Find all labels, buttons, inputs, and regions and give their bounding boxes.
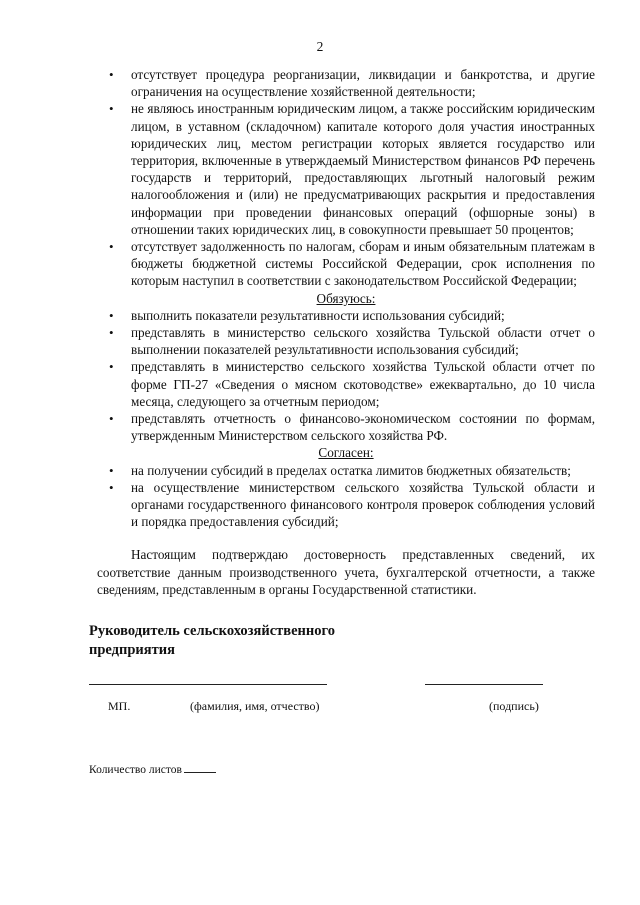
stamp-label: МП. [108, 699, 131, 713]
list-item: • представлять отчетность о финансово-экономическом состоянии по формам, утвержденным Министерством сельского хозяйства РФ. [109, 411, 595, 444]
bullet-icon: • [109, 67, 114, 82]
list-item: • выполнить показатели результативности использования субсидий; [109, 307, 505, 323]
list-item: • представлять в министерство сельского хозяйства Тульской области отчет о выполнении показателей результативности использования субсидий; [109, 325, 595, 358]
sheets-blank-field [184, 762, 216, 773]
obligations-list [97, 307, 595, 445]
confirmation-paragraph: Настоящим подтверждаю достоверность представленных сведений, их соответствие данным производственного учета, бухгалтерской отчетности, а также сведениям, представленным в органы Государственной статистики. [97, 547, 595, 597]
list-item: • на осуществление министерством сельского хозяйства Тульской области и органами государственного финансового контроля проверок соблюдения условий и порядка предоставления субсидий; [109, 479, 595, 530]
name-signature-line [89, 684, 327, 685]
name-hint: (фамилия, имя, отчество) [190, 699, 320, 713]
obligations-heading: Обязуюсь: [316, 290, 376, 306]
document-body [97, 66, 595, 611]
bullet-icon: • [109, 462, 114, 478]
consent-heading: Согласен: [318, 445, 374, 461]
bullet-icon: • [109, 325, 114, 341]
bullet-icon: • [109, 307, 114, 323]
signature-line [425, 684, 543, 685]
list-item: • представлять в министерство сельского хозяйства Тульской области отчет по форме ГП-27 «Сведения о мясном скотоводстве» ежеквартально, до 10 числа месяца, следующего за отчетным периодом; [109, 359, 595, 409]
sheets-label: Количество листов [89, 764, 182, 776]
conditions-list [97, 66, 595, 290]
list-item: • отсутствует процедура реорганизации, ликвидации и банкротства, и другие ограничения на осуществление хозяйственной деятельности; [109, 67, 595, 100]
list-item: • на получении субсидий в пределах остатка лимитов бюджетных обязательств; [109, 462, 571, 478]
list-item: • не являюсь иностранным юридическим лицом, а также российским юридическим лицом, в уставном (складочном) капитале которого доля участия иностранных юридических лиц, местом регистрации которых является государство или территория, включенные в утверждаемый Министерством финансов РФ перечень государств и территорий, предоставляющих льготный налоговый режим налогообложения и (или) не предусматривающих раскрытия и предоставления информации при проведении финансовых операций (офшорные зоны) в отношении таких юридических лиц, в совокупности превышает 50 процентов; [109, 101, 595, 237]
bullet-icon: • [109, 101, 114, 117]
director-title: Руководитель сельскохозяйственного предприятия [89, 623, 335, 658]
sheets-count [89, 762, 216, 779]
bullet-icon: • [109, 411, 114, 427]
signature-hint: (подпись) [489, 699, 539, 713]
bullet-icon: • [109, 359, 114, 375]
consent-list [97, 462, 595, 531]
list-item: • отсутствует задолженность по налогам, сборам и иным обязательным платежам в бюджеты бюджетной системы Российской Федерации, срок исполнения по которым наступил в соответствии с законодательством Российской Федерации; [109, 239, 595, 289]
page-number: 2 [316, 39, 324, 54]
bullet-icon: • [109, 479, 114, 495]
bullet-icon: • [109, 239, 114, 255]
